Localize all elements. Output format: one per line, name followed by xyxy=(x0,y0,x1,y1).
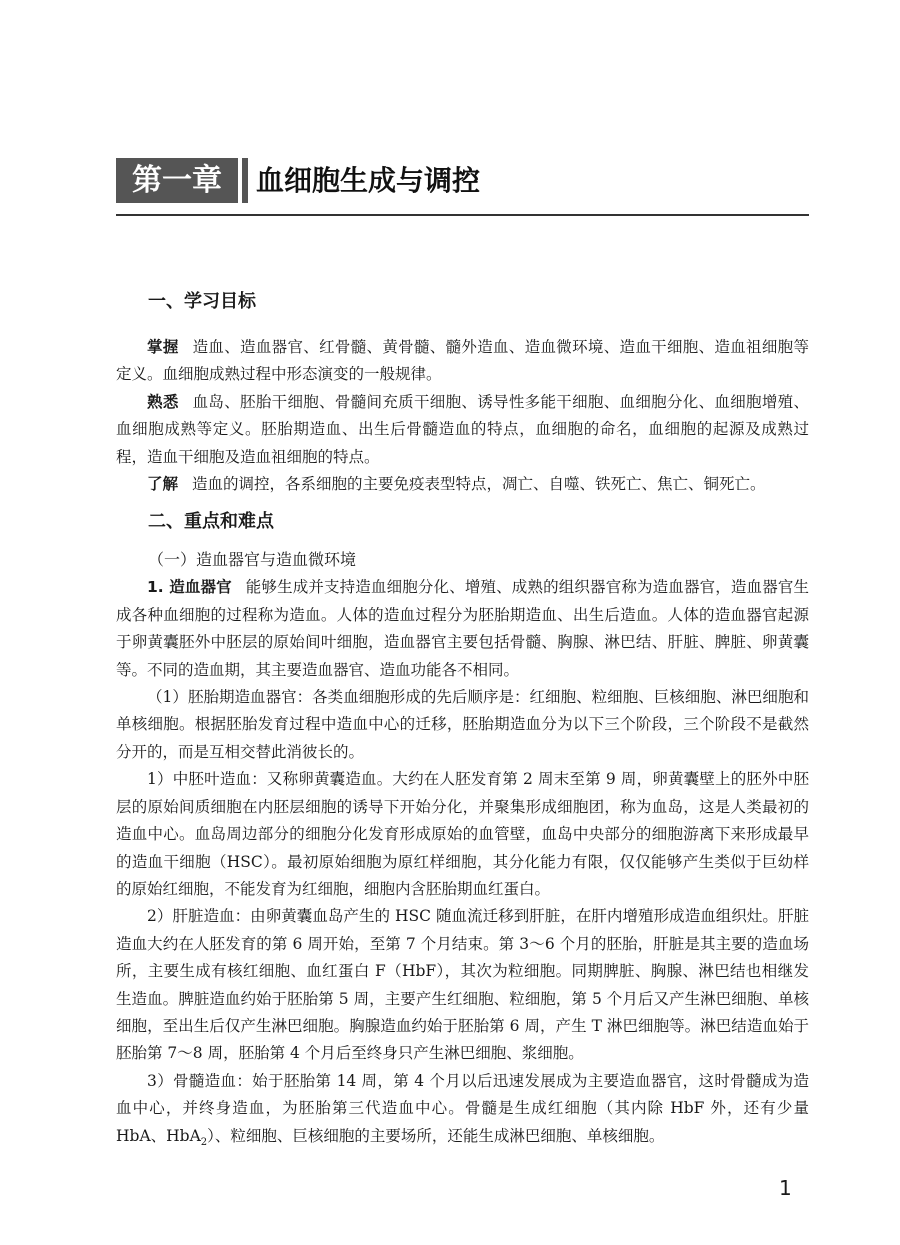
chapter-header xyxy=(116,158,809,216)
page-body xyxy=(116,288,809,1150)
chapter-title: 血细胞生成与调控 xyxy=(256,164,481,197)
section-heading-key-points: 二、重点和难点 xyxy=(148,511,274,533)
paragraph-embryonic-organs: （1）胚胎期造血器官：各类血细胞形成的先后顺序是：红细胞、粒细胞、巨核细胞、淋巴细胞和单核细胞。根据胚胎发育过程中造血中心的迁移，胚胎期造血分为以下三个阶段，三个阶段不是截然分开的，而是互相交替此消彼长的。 xyxy=(116,688,809,761)
paragraph-mesoblastic: 1）中胚叶造血：又称卵黄囊造血。大约在人胚发育第 2 周末至第 9 周，卵黄囊壁上的胚外中胚层的原始间质细胞在内胚层细胞的诱导下开始分化，并聚集形成细胞团，称为血岛，这是人类最初的造血中心。血岛周边部分的细胞分化发育形成原始的血管壁，血岛中央部分的细胞游离下来形成最早的造血干细胞（HSC）。最初原始细胞为原红样细胞，其分化能力有限，仅仅能够产生类似于巨幼样的原始红细胞，不能发育为红细胞，细胞内含胚胎期血红蛋白。 xyxy=(116,770,809,898)
objective-know-label: 了解 xyxy=(147,475,179,494)
objective-familiar xyxy=(116,389,809,471)
paragraph-text: 3）骨髓造血：始于胚胎第 14 周，第 4 个月以后迅速发展成为主要造血器官，这时骨髓成为造血中心，并终身造血，为胚胎第三代造血中心。骨髓是生成红细胞（其内除 HbF 外，还有少量 HbA、HbA xyxy=(116,1071,809,1145)
paragraph-text: 能够生成并支持造血细胞分化、增殖、成熟的组织器官称为造血器官，造血器官生成各种血细胞的过程称为造血。人体的造血过程分为胚胎期造血、出生后造血。人体的造血器官起源于卵黄囊胚外中胚层的原始间叶细胞，造血器官主要包括骨髓、胸腺、淋巴结、肝脏、脾脏、卵黄囊等。不同的造血期，其主要造血器官、造血功能各不相同。 xyxy=(116,578,809,679)
objective-know xyxy=(116,471,809,498)
paragraph-marrow xyxy=(116,1068,809,1150)
objective-familiar-text: 血岛、胚胎干细胞、骨髓间充质干细胞、诱导性多能干细胞、血细胞分化、血细胞增殖、血细胞成熟等定义。胚胎期造血、出生后骨髓造血的特点，血细胞的命名，血细胞的起源及成熟过程，造血干细胞及造血祖细胞的特点。 xyxy=(116,392,809,466)
paragraph-text: ）、粒细胞、巨核细胞的主要场所，还能生成淋巴细胞、单核细胞。 xyxy=(207,1126,665,1145)
objective-familiar-label: 熟悉 xyxy=(147,392,179,411)
chapter-number-tag: 第一章 xyxy=(116,158,238,203)
objective-master-text: 造血、造血器官、红骨髓、黄骨髓、髓外造血、造血微环境、造血干细胞、造血祖细胞等定义。血细胞成熟过程中形态演变的一般规律。 xyxy=(116,338,809,384)
objective-master-label: 掌握 xyxy=(147,338,179,356)
objective-master xyxy=(116,334,809,389)
objective-know-text: 造血的调控，各系细胞的主要免疫表型特点，凋亡、自噬、铁死亡、焦亡、铜死亡。 xyxy=(191,475,766,494)
paragraph-label: 1. 造血器官 xyxy=(147,578,232,597)
section-heading-objectives: 一、学习目标 xyxy=(148,291,256,312)
subscript: 2 xyxy=(200,1136,208,1148)
paragraph-hepatic: 2）肝脏造血：由卵黄囊血岛产生的 HSC 随血流迁移到肝脏，在肝内增殖形成造血组织灶。肝脏造血大约在人胚发育的第 6 周开始，至第 7 个月结束。第 3～6 个月的胚胎，肝脏是其主要的造血场所，主要生成有核红细胞、血红蛋白 F（HbF），其次为粒细胞。同期脾脏、胸腺、淋巴结也相继发生造血。脾脏造血约始于胚胎第 5 周，主要产生红细胞、粒细胞，第 5 个月后又产生淋巴细胞、单核细胞，至出生后仅产生淋巴细胞。胸腺造血约始于胚胎第 6 周，产生 T 淋巴细胞等。淋巴结造血始于胚胎第 7～8 周，胚胎第 4 个月后至终身只产生淋巴细胞、浆细胞。 xyxy=(116,907,809,1063)
subsection-heading: （一）造血器官与造血微环境 xyxy=(148,550,357,570)
paragraph-hematopoietic-organs xyxy=(116,574,809,684)
page-number: 1 xyxy=(779,1176,792,1200)
